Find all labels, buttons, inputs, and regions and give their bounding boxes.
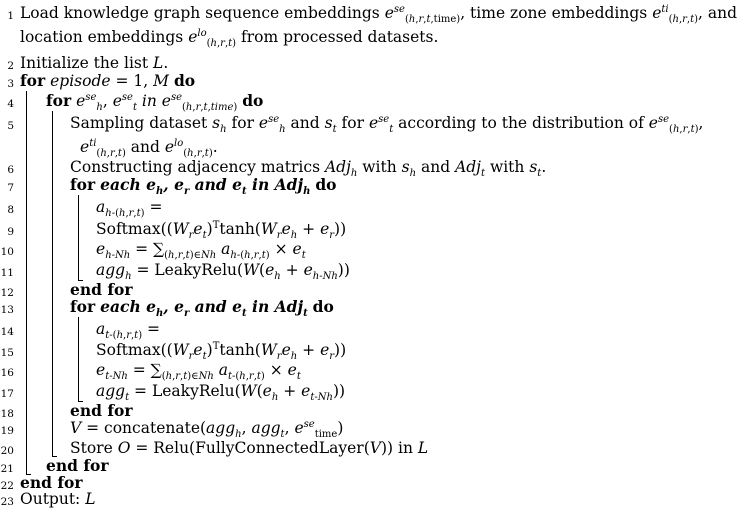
for-adj-t-bar <box>78 317 79 401</box>
for-adj-h-bar <box>78 195 79 280</box>
line-text: Load knowledge graph sequence embeddings $e^{se}_{(h,r,t,time)}$, time zone embeddings $e^{ti}_{(h,r,t)}$, and <box>20 3 737 26</box>
for-adj-t-bar-end <box>78 401 83 402</box>
algorithm-block: 1 Load knowledge graph sequence embeddings $e^{se}_{(h,r,t,time)}$, time zone embeddings $e^{ti}_{(h,r,t)}$, and location embeddings $e^{lo}_{(h,r,t)}$ from processed datasets. 2 Initialize the list L. 3 for episode = 1, M do 4 for $e^{se}_h$, $e^{se}_t$ in $e^{se}_{(h,r,t,time)}$ do 5 Sampling dataset $s_h$ for $e^{se}_h$ and $s_t$ for $e^{se}_t$ according to the distribution of $e^{se}_{(h,r,t)}$, $e^{ti}_{(h,r,t)}$ and $e^{lo}_{(h,r,t)}$. 6 Constructing adjacency matrics Adj$_h$ with $s_h$ and Adj$_t$ with $s_t$. 7 for each $e_h$, $e_r$ and $e_t$ in Adj$_h$ do 8 $a_{h-(h,r,t)}$ = 9 $Softmax((W_re_t)^T\tanh(W_re_h + e_r))$ 10 $e_{h-Nh} = \sum_{(h,r,t)\in Nh}$ $a_{h-(h,r,t)} \times e_t$ 11 $agg_h = LeakyRelu(W(e_h + e_{h-Nh}))$ 12 end for 13 for each $e_h$, $e_r$ and $e_t$ in Adj$_t$ do 14 $a_{t-(h,r,t)}$ = 15 $Softmax((W_re_t)^T\tanh(W_re_h + e_r))$ 16 $e_{t-Nh} = \sum_{(h,r,t)\in Nh}$ $a_{t-(h,r,t)} \times e_t$ 17 $agg_t = LeakyRelu(W(e_h + e_{t-Nh}))$ 18 end for 19 V = concatenate(agg$_h$, agg$_t$, $e^{se}_{time}$) 20 Store O = Relu(FullyConnectedLayer(V)) in L 21 end for 22 end for 23 Output: L <box>0 3 737 508</box>
for-embeddings-bar <box>52 111 53 456</box>
for-adj-h-bar-end <box>78 280 83 281</box>
line-number: 1 <box>7 10 14 22</box>
for-episode-bar-end <box>26 474 31 475</box>
for-embeddings-bar-end <box>52 456 57 457</box>
for-episode-bar <box>26 91 27 474</box>
